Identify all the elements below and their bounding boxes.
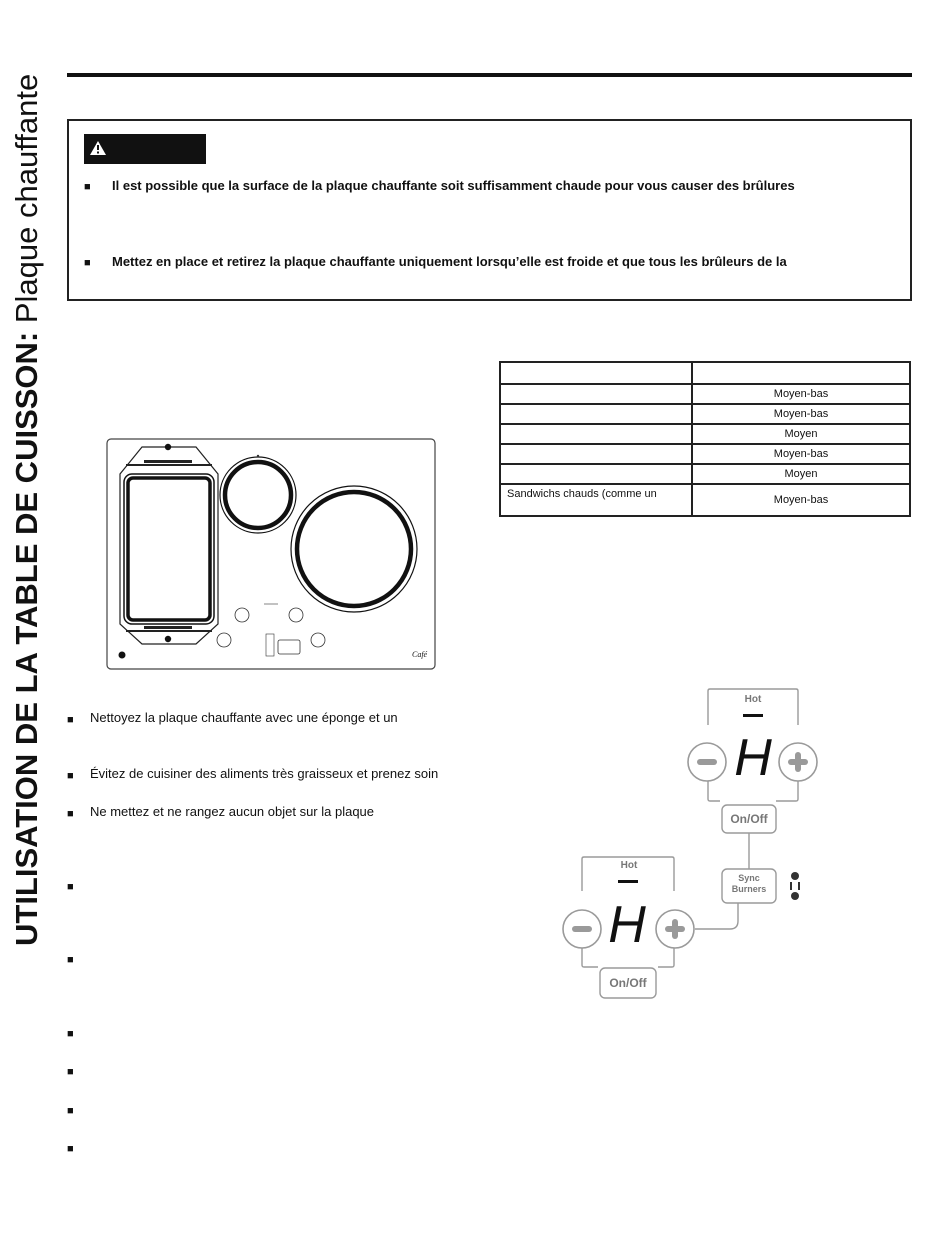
sync-burners-button[interactable] (722, 873, 776, 895)
table-cell (692, 362, 910, 384)
table-cell (500, 424, 692, 444)
lower-hot-label: Hot (620, 860, 638, 871)
table-row (500, 404, 910, 424)
bullet-marker-7: ■ (67, 1066, 74, 1078)
table-cell (500, 362, 692, 384)
table-cell: Moyen-bas (692, 384, 910, 404)
warning-bullet-1: ■ (84, 181, 91, 193)
upper-on-off-button[interactable]: On/Off (730, 812, 768, 826)
table-cell: Moyen-bas (692, 444, 910, 464)
care-text-2: Évitez de cuisiner des aliments très graisseux et prenez soin (90, 766, 439, 781)
upper-hot-label: Hot (744, 694, 762, 705)
table-row (500, 384, 910, 404)
table-row (500, 484, 910, 516)
upper-digit-display: H (734, 729, 772, 787)
side-title-normal: Plaque chauffante (9, 73, 44, 332)
table-cell: Moyen (692, 464, 910, 484)
sync-label: Sync (738, 873, 760, 883)
bullet-marker-8: ■ (67, 1105, 74, 1117)
table-cell (500, 464, 692, 484)
side-title (2, 0, 52, 1241)
table-cell (500, 404, 692, 424)
bullet-marker-6: ■ (67, 1028, 74, 1040)
burners-label: Burners (731, 884, 767, 894)
lower-digit-display: H (608, 896, 646, 954)
warning-badge (84, 134, 206, 164)
table-cell: Moyen-bas (692, 404, 910, 424)
bullet-marker-1: ■ (67, 714, 74, 726)
care-text-1: Nettoyez la plaque chauffante avec une éponge et un (90, 710, 398, 725)
lower-on-off-button[interactable]: On/Off (609, 976, 647, 990)
griddle-icon (120, 444, 218, 644)
table-cell (500, 384, 692, 404)
table-row (500, 424, 910, 444)
side-title-bold: UTILISATION DE LA TABLE DE CUISSON: (9, 331, 44, 946)
bullet-marker-2: ■ (67, 770, 74, 782)
warning-bullet-2: ■ (84, 257, 91, 269)
bullet-marker-9: ■ (67, 1143, 74, 1155)
warning-item-1: Il est possible que la surface de la plaque chauffante soit suffisamment chaude pour vous causer des brûlures (112, 178, 795, 193)
care-text-3: Ne mettez et ne rangez aucun objet sur la plaque (90, 804, 375, 819)
warning-item-2: Mettez en place et retirez la plaque chauffante uniquement lorsqu’elle est froide et que tous les brûleurs de la (112, 254, 787, 269)
table-cell: Sandwichs chauds (comme un (500, 484, 692, 516)
bullet-marker-3: ■ (67, 808, 74, 820)
table-cell (500, 444, 692, 464)
table-row (500, 444, 910, 464)
cooktop-logo: Café (412, 650, 428, 659)
table-cell: Moyen-bas (692, 484, 910, 516)
table-row (500, 464, 910, 484)
bullet-marker-5: ■ (67, 954, 74, 966)
cooktop-illustration (106, 438, 436, 670)
settings-table (499, 361, 911, 517)
table-cell: Moyen (692, 424, 910, 444)
control-panel-diagram (560, 685, 820, 1005)
bullet-marker-4: ■ (67, 881, 74, 893)
table-row (500, 362, 910, 384)
warning-triangle-icon (90, 141, 106, 155)
top-rule (67, 73, 912, 77)
